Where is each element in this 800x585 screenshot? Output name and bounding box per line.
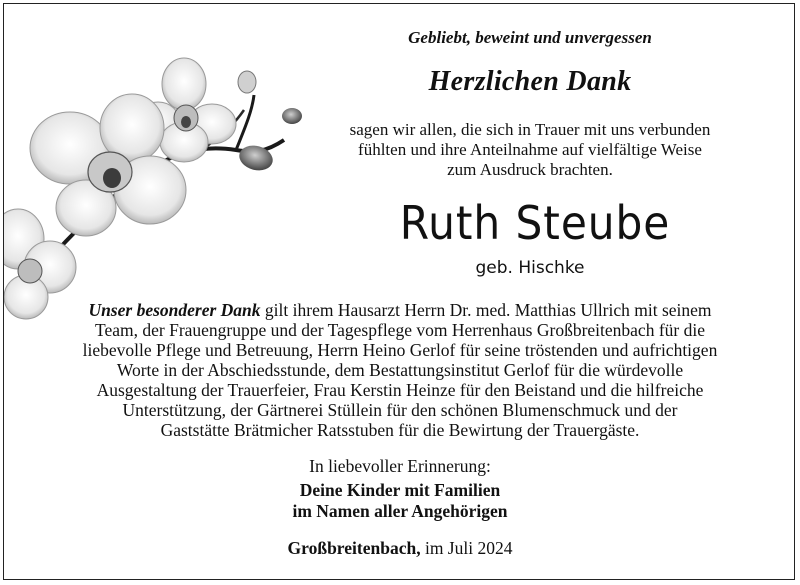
date: im Juli 2024 <box>420 538 513 558</box>
family-line: im Namen aller Angehörigen <box>292 501 508 521</box>
motto: Gebliebt, beweint und unvergessen <box>408 28 652 47</box>
intro-text <box>320 120 740 180</box>
signature-block <box>200 480 600 522</box>
thanks-line: Worte in der Abschiedsstunde, dem Bestattungsinstitut Gerlof für die würdevolle <box>116 360 684 380</box>
intro-line: fühlten und ihre Anteilnahme auf vielfältige Weise <box>358 140 702 159</box>
thanks-line: liebevolle Pflege und Betreuung, Herrn Heino Gerlof für seine tröstenden und aufrichtigen <box>82 340 718 360</box>
intro-line: zum Ausdruck brachten. <box>447 160 613 179</box>
place: Großbreitenbach, <box>287 538 421 558</box>
family-line: Deine Kinder mit Familien <box>299 480 501 500</box>
remembrance-line: In liebevoller Erinnerung: <box>309 456 491 476</box>
orchid-branch-icon <box>4 50 314 320</box>
thanks-line: Ausgestaltung der Trauerfeier, Frau Kerstin Heinze für den Beistand und die hilfreiche <box>96 380 704 400</box>
thanks-line: Unterstützung, der Gärtnerei Stüllein für den schönen Blumenschmuck und der <box>122 400 678 420</box>
thanks-line: Team, der Frauengruppe und der Tagespflege vom Herrenhaus Großbreitenbach für die <box>95 320 705 340</box>
deceased-name: Ruth Steube <box>399 196 671 250</box>
thanks-line-text: gilt ihrem Hausarzt Herrn Dr. med. Matthias Ullrich mit seinem <box>260 300 712 320</box>
thanks-lead: Unser besonderer Dank <box>88 300 261 320</box>
thanks-paragraph <box>22 300 778 440</box>
intro-line: sagen wir allen, die sich in Trauer mit uns verbunden <box>349 120 711 139</box>
thanks-line: Gaststätte Brätmicher Ratsstuben für die Bewirtung der Trauergäste. <box>160 420 640 440</box>
thanks-line <box>22 300 778 320</box>
place-date-line <box>200 538 600 559</box>
birth-name: geb. Hischke <box>475 258 585 278</box>
page-title: Herzlichen Dank <box>428 66 632 97</box>
